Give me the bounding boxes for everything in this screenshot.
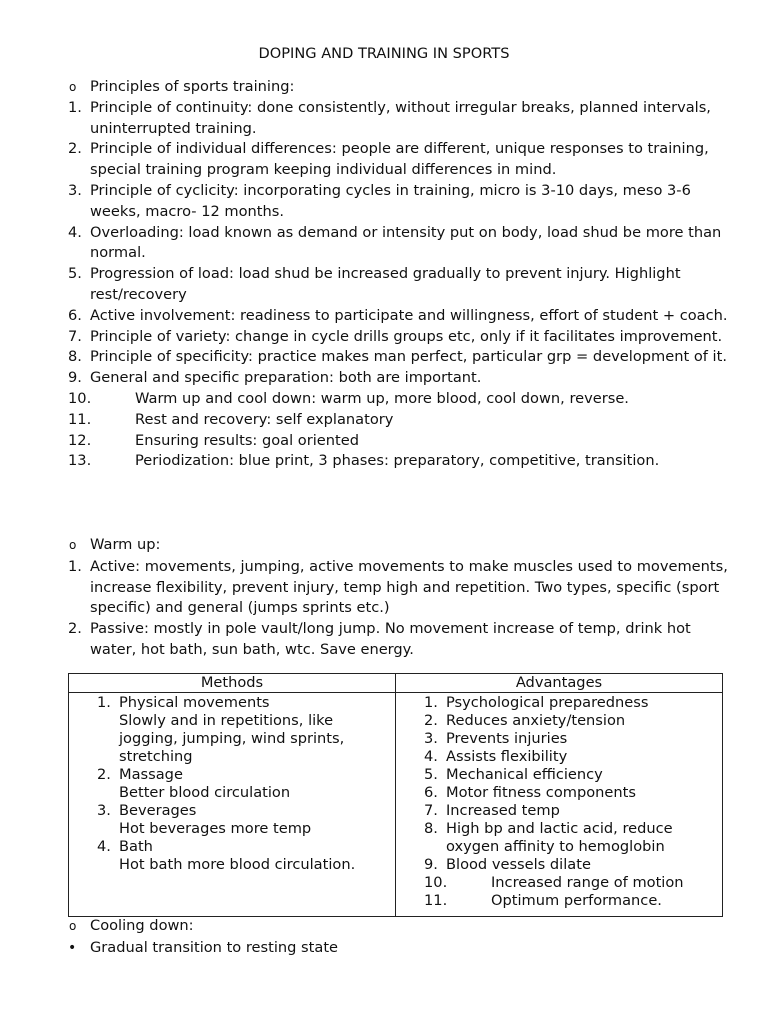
advantage-item (396, 730, 722, 748)
list-item (68, 938, 728, 959)
list-number: 5. (68, 265, 82, 283)
list-item-text: Principle of specificity: practice makes man perfect, particular grp = development of it. (90, 348, 727, 366)
list-item (68, 368, 728, 389)
list-number: 4. (97, 838, 111, 855)
advantage-text: Mechanical efficiency (446, 766, 603, 783)
list-number: 11. (68, 410, 92, 428)
list-number: 2. (68, 140, 82, 158)
list-number: 2. (424, 712, 438, 729)
list-item (68, 139, 728, 181)
list-number: 7. (68, 327, 82, 345)
list-item-text: Passive: mostly in pole vault/long jump. No movement increase of temp, drink hot water, hot bath, sun bath, wtc. Save energy. (90, 620, 691, 658)
list-number: 9. (68, 369, 82, 387)
section-heading (68, 535, 728, 556)
cooldown-section (68, 916, 728, 959)
list-number: 7. (424, 802, 438, 819)
method-item (69, 802, 395, 838)
method-body (119, 694, 395, 766)
warmup-list (68, 557, 728, 661)
advantage-item (396, 784, 722, 802)
methods-cell (69, 693, 396, 917)
list-number: 1. (424, 694, 438, 711)
advantage-text: Prevents injuries (446, 730, 568, 747)
advantage-text: Increased temp (446, 802, 560, 819)
list-item (68, 327, 728, 348)
heading-text: Warm up: (90, 536, 161, 553)
list-number: 13. (68, 452, 92, 470)
advantage-text: Motor fitness components (446, 784, 636, 801)
advantage-item (396, 892, 722, 910)
advantage-item (396, 694, 722, 712)
list-item-text: General and specific preparation: both are important. (90, 369, 482, 387)
list-item (68, 389, 728, 410)
list-item-text: Principle of cyclicity: incorporating cycles in training, micro is 3-10 days, meso 3-6 weeks, macro- 12 months. (90, 181, 691, 220)
advantage-text: Optimum performance. (491, 892, 662, 909)
advantage-item (396, 748, 722, 766)
table-header: Methods (69, 674, 396, 693)
list-item-text: Active involvement: readiness to participate and willingness, effort of student + coach. (90, 306, 728, 324)
advantage-item (396, 874, 722, 892)
table-header: Advantages (396, 674, 723, 693)
heading-text: Cooling down: (90, 917, 194, 934)
list-number: 11. (424, 892, 448, 909)
list-number: 10. (424, 874, 448, 891)
list-number: 5. (424, 766, 438, 783)
list-number: 8. (424, 820, 438, 837)
advantage-text: Increased range of motion (491, 874, 684, 891)
circle-bullet-icon: o (69, 919, 77, 933)
advantage-text: Reduces anxiety/tension (446, 712, 626, 729)
list-item-text: Principle of individual differences: people are different, unique responses to training, special training program keeping individual differences in mind. (90, 140, 709, 179)
list-item (68, 223, 728, 265)
list-item-text: Warm up and cool down: warm up, more blood, cool down, reverse. (135, 389, 629, 407)
list-number: 6. (424, 784, 438, 801)
advantage-item (396, 802, 722, 820)
list-item-text: Gradual transition to resting state (90, 938, 339, 956)
advantage-item (396, 856, 722, 874)
table-row (69, 693, 723, 917)
method-item (69, 766, 395, 802)
principles-list (68, 98, 728, 472)
section-heading (68, 77, 728, 98)
list-number: 1. (68, 98, 82, 116)
list-item (68, 557, 728, 619)
advantage-item (396, 712, 722, 730)
method-name: Beverages (119, 802, 197, 819)
method-body (119, 802, 395, 838)
list-number: 10. (68, 389, 92, 407)
principles-section (68, 77, 728, 472)
table-header-row (69, 674, 723, 693)
list-item-text: Ensuring results: goal oriented (135, 431, 359, 449)
section-heading (68, 916, 728, 937)
list-item-text: Principle of continuity: done consistently, without irregular breaks, planned intervals, uninterrupted training. (90, 98, 711, 137)
method-name: Bath (119, 838, 153, 855)
circle-bullet-icon: o (69, 538, 77, 552)
advantage-text: High bp and lactic acid, reduce oxygen affinity to hemoglobin (446, 820, 673, 855)
list-number: 3. (97, 802, 111, 819)
list-item (68, 98, 728, 140)
method-item (69, 838, 395, 874)
list-item (68, 431, 728, 452)
methods-advantages-table (68, 673, 723, 917)
method-detail: Hot bath more blood circulation. (119, 856, 356, 873)
list-number: 1. (68, 557, 82, 575)
heading-text: Principles of sports training: (90, 78, 295, 95)
list-item-text: Principle of variety: change in cycle drills groups etc, only if it facilitates improvement. (90, 327, 723, 345)
method-body (119, 838, 395, 874)
advantage-text: Blood vessels dilate (446, 856, 591, 873)
advantages-cell (396, 693, 723, 917)
advantage-item (396, 766, 722, 784)
list-number: 12. (68, 431, 92, 449)
list-number: 9. (424, 856, 438, 873)
advantage-text: Psychological preparedness (446, 694, 649, 711)
method-name: Massage (119, 766, 183, 783)
method-item (69, 694, 395, 766)
list-item (68, 347, 728, 368)
method-name: Physical movements (119, 694, 270, 711)
list-number: 1. (97, 694, 111, 711)
list-number: 8. (68, 348, 82, 366)
list-number: 2. (68, 620, 82, 638)
method-body (119, 766, 395, 802)
advantage-item (396, 820, 722, 856)
list-item (68, 410, 728, 431)
list-item (68, 264, 728, 306)
warmup-section (68, 535, 728, 661)
list-number: 3. (68, 181, 82, 199)
method-detail: Hot beverages more temp (119, 820, 312, 837)
method-detail: Better blood circulation (119, 784, 291, 801)
method-detail: Slowly and in repetitions, like jogging, jumping, wind sprints, stretching (119, 712, 345, 765)
list-number: 4. (424, 748, 438, 765)
circle-bullet-icon: o (69, 80, 77, 94)
list-item-text: Overloading: load known as demand or intensity put on body, load shud be more than normal. (90, 223, 722, 262)
list-item (68, 181, 728, 223)
bullet-icon: • (68, 939, 77, 956)
document-title: DOPING AND TRAINING IN SPORTS (258, 45, 510, 62)
list-item (68, 451, 728, 472)
list-item-text: Active: movements, jumping, active movements to make muscles used to movements, increase flexibility, prevent injury, temp high and repetition. Two types, specific (sport specific) and general (jumps sprints etc.) (90, 557, 728, 617)
list-item (68, 619, 728, 661)
list-item-text: Periodization: blue print, 3 phases: preparatory, competitive, transition. (135, 452, 660, 470)
advantage-text: Assists flexibility (446, 748, 568, 765)
list-number: 6. (68, 306, 82, 324)
list-item (68, 306, 728, 327)
list-item-text: Rest and recovery: self explanatory (135, 410, 394, 428)
list-number: 3. (424, 730, 438, 747)
list-number: 2. (97, 766, 111, 783)
list-number: 4. (68, 223, 82, 241)
list-item-text: Progression of load: load shud be increased gradually to prevent injury. Highlight rest/recovery (90, 265, 681, 303)
